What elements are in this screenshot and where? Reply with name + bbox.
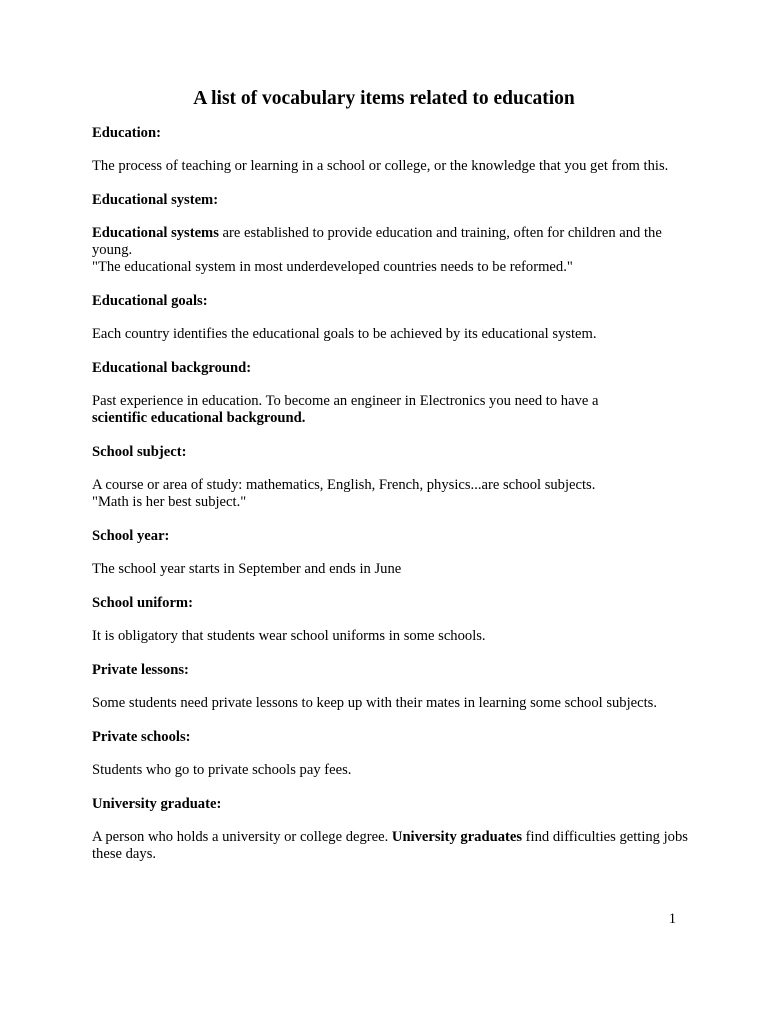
term-definition: [92, 477, 688, 511]
term-definition: The process of teaching or learning in a school or college, or the knowledge that you get from this.: [92, 158, 669, 174]
term-heading: Education:: [92, 125, 161, 141]
entry-school-uniform: [92, 595, 688, 645]
definition-text: Past experience in education. To become an engineer in Electronics you need to have a: [92, 393, 599, 409]
term-heading: Educational background:: [92, 360, 252, 376]
term-definition: [92, 393, 688, 427]
term-definition: [92, 225, 688, 276]
bold-term: scientific educational background.: [92, 410, 306, 426]
entry-educational-background: [92, 360, 688, 427]
definition-text: are established to provide education and training, often for children and the young.: [92, 225, 662, 258]
entry-educational-goals: [92, 293, 688, 343]
term-heading: School uniform:: [92, 595, 193, 611]
term-definition: [92, 829, 688, 863]
example-sentence: "Math is her best subject.": [92, 494, 247, 510]
entry-school-year: [92, 528, 688, 578]
bold-term: University graduates: [391, 829, 523, 845]
entry-university-graduate: [92, 796, 688, 863]
term-definition: Students who go to private schools pay fees.: [92, 762, 352, 778]
term-heading: School subject:: [92, 444, 187, 460]
term-definition: The school year starts in September and ends in June: [92, 561, 402, 577]
term-heading: Private lessons:: [92, 662, 189, 678]
term-heading: Educational system:: [92, 192, 219, 208]
term-heading: Educational goals:: [92, 293, 208, 309]
term-definition: Some students need private lessons to keep up with their mates in learning some school subjects.: [92, 695, 657, 711]
example-sentence: "The educational system in most underdeveloped countries needs to be reformed.": [92, 259, 573, 275]
definition-text: A course or area of study: mathematics, English, French, physics...are school subjects.: [92, 477, 596, 493]
entry-private-lessons: [92, 662, 688, 712]
term-heading: Private schools:: [92, 729, 191, 745]
entry-education: [92, 125, 688, 175]
entry-private-schools: [92, 729, 688, 779]
entry-school-subject: [92, 444, 688, 511]
term-heading: School year:: [92, 528, 170, 544]
term-heading: University graduate:: [92, 796, 222, 812]
entry-educational-system: [92, 192, 688, 276]
bold-term: Educational systems: [92, 225, 219, 241]
document-title: A list of vocabulary items related to education: [193, 88, 575, 109]
vocabulary-list: [92, 125, 688, 880]
page-number: 1: [668, 911, 676, 927]
term-definition: Each country identifies the educational goals to be achieved by its educational system.: [92, 326, 597, 342]
term-definition: It is obligatory that students wear school uniforms in some schools.: [92, 628, 486, 644]
definition-text: A person who holds a university or college degree.: [92, 829, 392, 845]
definition-text: find difficulties getting jobs these days.: [92, 829, 688, 862]
